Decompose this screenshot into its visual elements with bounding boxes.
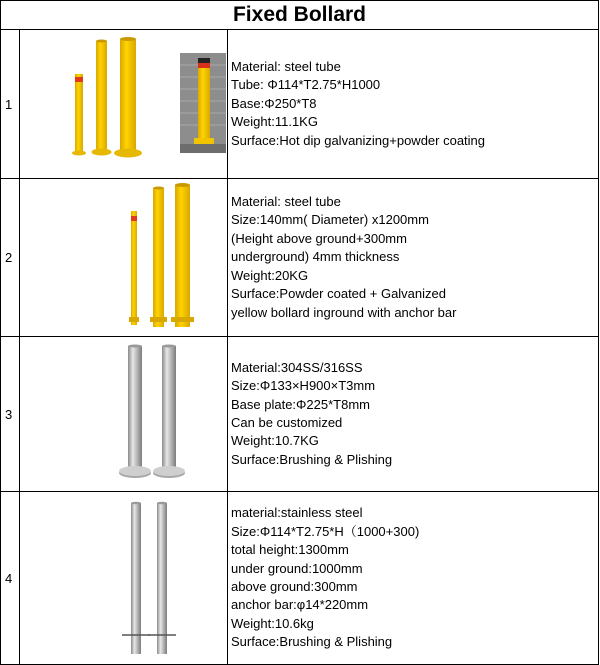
- spec-cell: [228, 337, 599, 492]
- spec-line: Surface:Brushing & Plishing: [231, 634, 393, 650]
- spec-line: Base plate:Φ225*T8mm: [231, 396, 370, 412]
- spec-line: Material: steel tube: [231, 194, 341, 210]
- spec-line: Weight:10.6kg: [231, 615, 314, 631]
- spec-line: Can be customized: [231, 415, 343, 430]
- stainless-inground-bollards-image: [20, 492, 228, 664]
- spec-line: Material: steel tube: [231, 58, 341, 74]
- spec-line: total height:1300mm: [231, 542, 349, 558]
- spec-line: Weight:10.7KG: [231, 433, 319, 449]
- table-title: Fixed Bollard: [1, 1, 599, 30]
- spec-cell: [228, 492, 599, 665]
- spec-line: under ground:1000mm: [231, 560, 363, 576]
- spec-line: Tube: Φ114*T2.75*H1000: [231, 77, 381, 93]
- spec-line: Surface:Brushing & Plishing: [231, 451, 393, 467]
- spec-line: Size:140mm( Diameter) x1200mm: [231, 212, 429, 228]
- spec-line: Base:Φ250*T8: [231, 95, 317, 111]
- row-number: 1: [1, 30, 20, 179]
- table-row: [1, 30, 599, 179]
- row-number: 4: [1, 492, 20, 665]
- spec-cell: [228, 179, 599, 337]
- spec-line: (Height above ground+300mm: [231, 230, 407, 246]
- spec-line: yellow bollard inground with anchor bar: [231, 304, 457, 320]
- spec-line: Size:Φ133×H900×T3mm: [231, 378, 376, 394]
- spec-line: Size:Φ114*T2.75*H（1000+300): [231, 523, 420, 539]
- stainless-base-plate-bollards-image: [20, 337, 228, 491]
- bollard-image-cell: [20, 179, 228, 337]
- bollard-image-cell: [20, 30, 228, 179]
- spec-line: above ground:300mm: [231, 579, 358, 594]
- row-number: 2: [1, 179, 20, 337]
- spec-line: Surface:Hot dip galvanizing+powder coating: [231, 132, 486, 148]
- bollard-image-cell: [20, 492, 228, 665]
- bollard-image-cell: [20, 337, 228, 492]
- table-row: [1, 179, 599, 337]
- spec-cell: [228, 30, 599, 179]
- spec-line: Surface:Powder coated + Galvanized: [231, 286, 446, 302]
- spec-line: material:stainless steel: [231, 505, 363, 521]
- inground-bollards-image: [20, 179, 228, 336]
- spec-line: anchor bar:φ14*220mm: [231, 597, 369, 613]
- table-row: [1, 337, 599, 492]
- row-number: 3: [1, 337, 20, 492]
- table-row: [1, 492, 599, 665]
- spec-line: Weight:20KG: [231, 267, 309, 283]
- spec-line: Weight:11.1KG: [231, 114, 318, 130]
- spec-line: underground) 4mm thickness: [231, 249, 400, 265]
- spec-line: Material:304SS/316SS: [231, 359, 363, 375]
- yellow-bollards-image: [20, 30, 228, 178]
